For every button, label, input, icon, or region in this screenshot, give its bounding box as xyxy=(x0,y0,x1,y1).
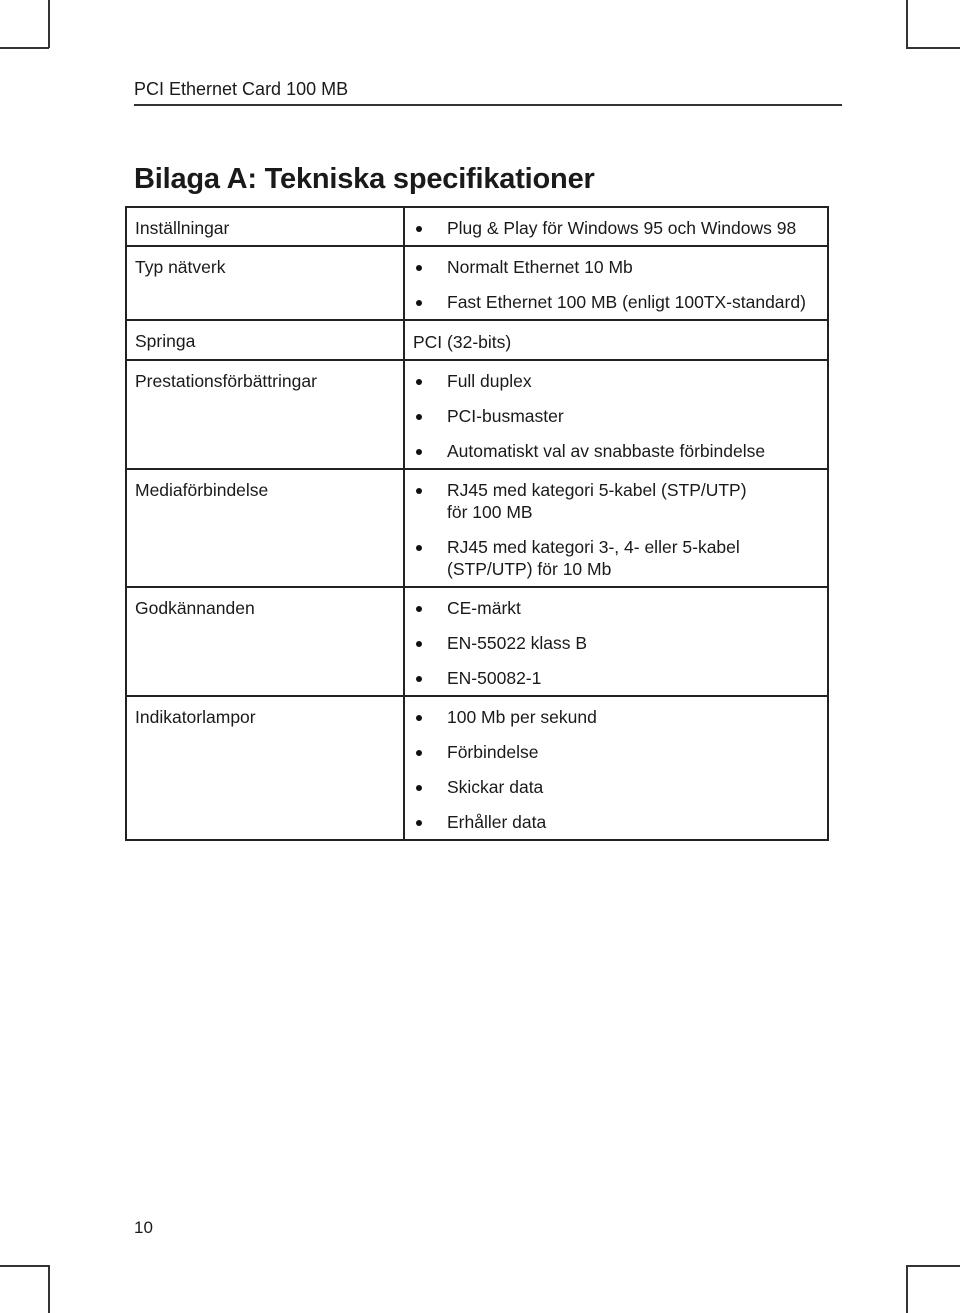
spec-label: Godkännanden xyxy=(126,587,404,696)
spec-item: Plug & Play för Windows 95 och Windows 98 xyxy=(413,210,827,245)
spec-items xyxy=(413,249,827,319)
spec-table xyxy=(125,206,829,841)
spec-label: Indikatorlampor xyxy=(126,696,404,840)
spec-label: Springa xyxy=(126,320,404,360)
spec-label: Mediaförbindelse xyxy=(126,469,404,587)
crop-mark-top-left-h xyxy=(0,47,49,49)
crop-mark-top-right-v xyxy=(906,0,908,48)
spec-items xyxy=(413,472,827,586)
spec-row-springa xyxy=(126,320,828,360)
crop-mark-bottom-left-v xyxy=(48,1265,50,1313)
spec-items xyxy=(413,699,827,839)
spec-item: EN-55022 klass B xyxy=(413,625,827,660)
spec-item: RJ45 med kategori 3-, 4- eller 5-kabel (STP/UTP) för 10 Mb xyxy=(413,529,787,586)
spec-row-typ-natverk xyxy=(126,246,828,320)
spec-item: Skickar data xyxy=(413,769,827,804)
spec-label: Typ nätverk xyxy=(126,246,404,320)
spec-label: Prestationsförbättringar xyxy=(126,360,404,469)
spec-item: Erhåller data xyxy=(413,804,827,839)
page-title: Bilaga A: Tekniska specifikationer xyxy=(134,163,595,195)
crop-mark-top-left-v xyxy=(48,0,50,48)
spec-value: PCI (32-bits) xyxy=(404,320,828,360)
spec-row-godkannanden xyxy=(126,587,828,696)
spec-item: PCI-busmaster xyxy=(413,398,827,433)
crop-mark-top-right-h xyxy=(906,47,960,49)
crop-mark-bottom-left-h xyxy=(0,1265,49,1267)
spec-item: RJ45 med kategori 5-kabel (STP/UTP) för 100 MB xyxy=(413,472,787,529)
page-number: 10 xyxy=(134,1218,153,1237)
spec-label: Inställningar xyxy=(126,207,404,246)
spec-item: CE-märkt xyxy=(413,590,827,625)
spec-items xyxy=(413,210,827,245)
header-rule xyxy=(134,104,842,106)
running-header: PCI Ethernet Card 100 MB xyxy=(134,79,349,99)
spec-item: 100 Mb per sekund xyxy=(413,699,827,734)
spec-items xyxy=(413,363,827,468)
crop-mark-bottom-right-h xyxy=(906,1265,960,1267)
spec-row-installningar xyxy=(126,207,828,246)
spec-row-mediaforbindelse xyxy=(126,469,828,587)
spec-row-indikatorlampor xyxy=(126,696,828,840)
spec-item: EN-50082-1 xyxy=(413,660,827,695)
crop-mark-bottom-right-v xyxy=(906,1265,908,1313)
spec-item: Automatiskt val av snabbaste förbindelse xyxy=(413,433,827,468)
spec-item: Full duplex xyxy=(413,363,827,398)
spec-row-prestationsforbattringar xyxy=(126,360,828,469)
spec-item: Förbindelse xyxy=(413,734,827,769)
spec-item: Fast Ethernet 100 MB (enligt 100TX-standard) xyxy=(413,284,827,319)
spec-item: Normalt Ethernet 10 Mb xyxy=(413,249,827,284)
spec-items xyxy=(413,590,827,695)
